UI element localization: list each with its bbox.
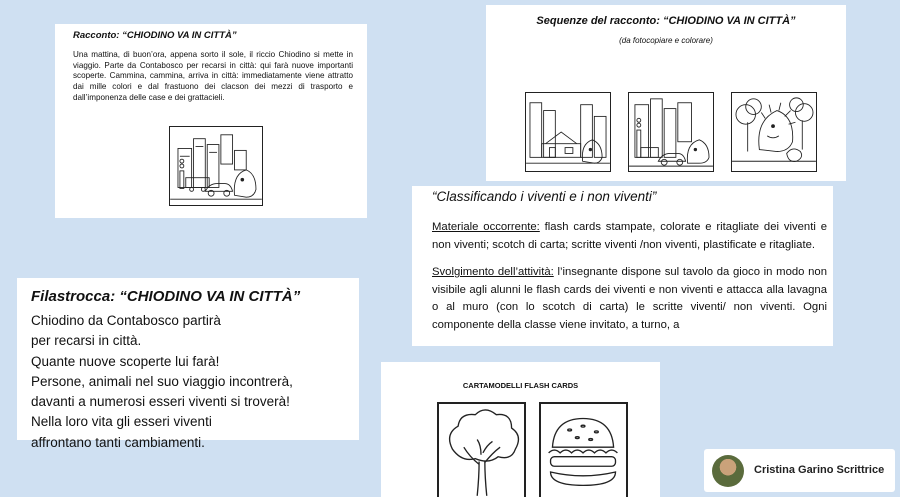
materiale-text: flash cards stampate, colorate e ritagliate dei viventi e non viventi; scotch di carta; scritte viventi /non viventi, plastificate e ritagliate. [432, 221, 827, 251]
author-badge[interactable] [704, 449, 895, 492]
sequence-scene-3-illustration [731, 92, 817, 172]
svolgimento-paragraph [432, 264, 827, 334]
author-avatar [712, 455, 744, 487]
poem-line: Nella loro vita gli esseri viventi [31, 414, 212, 430]
racconto-text: Una mattina, di buon’ora, appena sorto il sole, il riccio Chiodino si mette in viaggio. Parte da Contabosco per recarsi in città: qui farà nuove importanti scoperte. Cammina, cammina, arriva in città: immediatamente viene attratto dai mille colori e dal frastuono dei clacson dei mezzi di trasporto e dall’imponenza delle case e dei grattacieli. [73, 50, 353, 102]
poem-line: Chiodino da Contabosco partirà [31, 313, 221, 328]
materiale-paragraph [432, 219, 827, 254]
city-hedgehog-illustration [169, 126, 263, 206]
tree-flashcard-icon [437, 402, 526, 497]
hamburger-flashcard-icon [539, 402, 628, 497]
cartamodelli-card [381, 362, 660, 497]
sequenze-card [486, 5, 846, 181]
filastrocca-card [17, 278, 359, 450]
classificando-title: “Classificando i viventi e i non viventi” [432, 189, 657, 204]
racconto-card [55, 24, 367, 218]
svolgimento-text: l’insegnante dispone sul tavolo da gioco in modo non visibile agli alunni le flash cards dei viventi e non viventi e attacca alla lavagna o al muro (con lo scotch di carta) le scritte viventi/ non viventi. Ogni componente della classe viene invitato, a turno, a [432, 266, 827, 332]
poem-line: affrontano tanti cambiamenti. [31, 434, 205, 450]
sequence-scene-1-illustration [525, 92, 611, 172]
svolgimento-label: Svolgimento dell’attività: [432, 266, 554, 279]
poem-line: Persone, animali nel suo viaggio incontrerà, [31, 373, 293, 389]
sequence-scene-2-illustration [628, 92, 714, 172]
sequenze-title: Sequenze del racconto: “CHIODINO VA IN CITTÀ” [536, 15, 796, 27]
sequenze-subtitle: (da fotocopiare e colorare) [619, 36, 713, 45]
author-name: Cristina Garino Scrittrice [754, 464, 885, 476]
racconto-title: Racconto: “CHIODINO VA IN CITTÀ” [73, 30, 237, 41]
filastrocca-poem [31, 311, 293, 453]
materiale-label: Materiale occorrente: [432, 221, 540, 233]
cartamodelli-title: CARTAMODELLI FLASH CARDS [462, 381, 579, 390]
poem-line: per recarsi in città. [31, 333, 142, 349]
filastrocca-title: Filastrocca: “CHIODINO VA IN CITTÀ” [31, 288, 301, 305]
poem-line: davanti a numerosi esseri viventi si troverà! [31, 394, 290, 409]
poem-line: Quante nuove scoperte lui farà! [31, 353, 220, 369]
classificando-card [412, 186, 833, 346]
